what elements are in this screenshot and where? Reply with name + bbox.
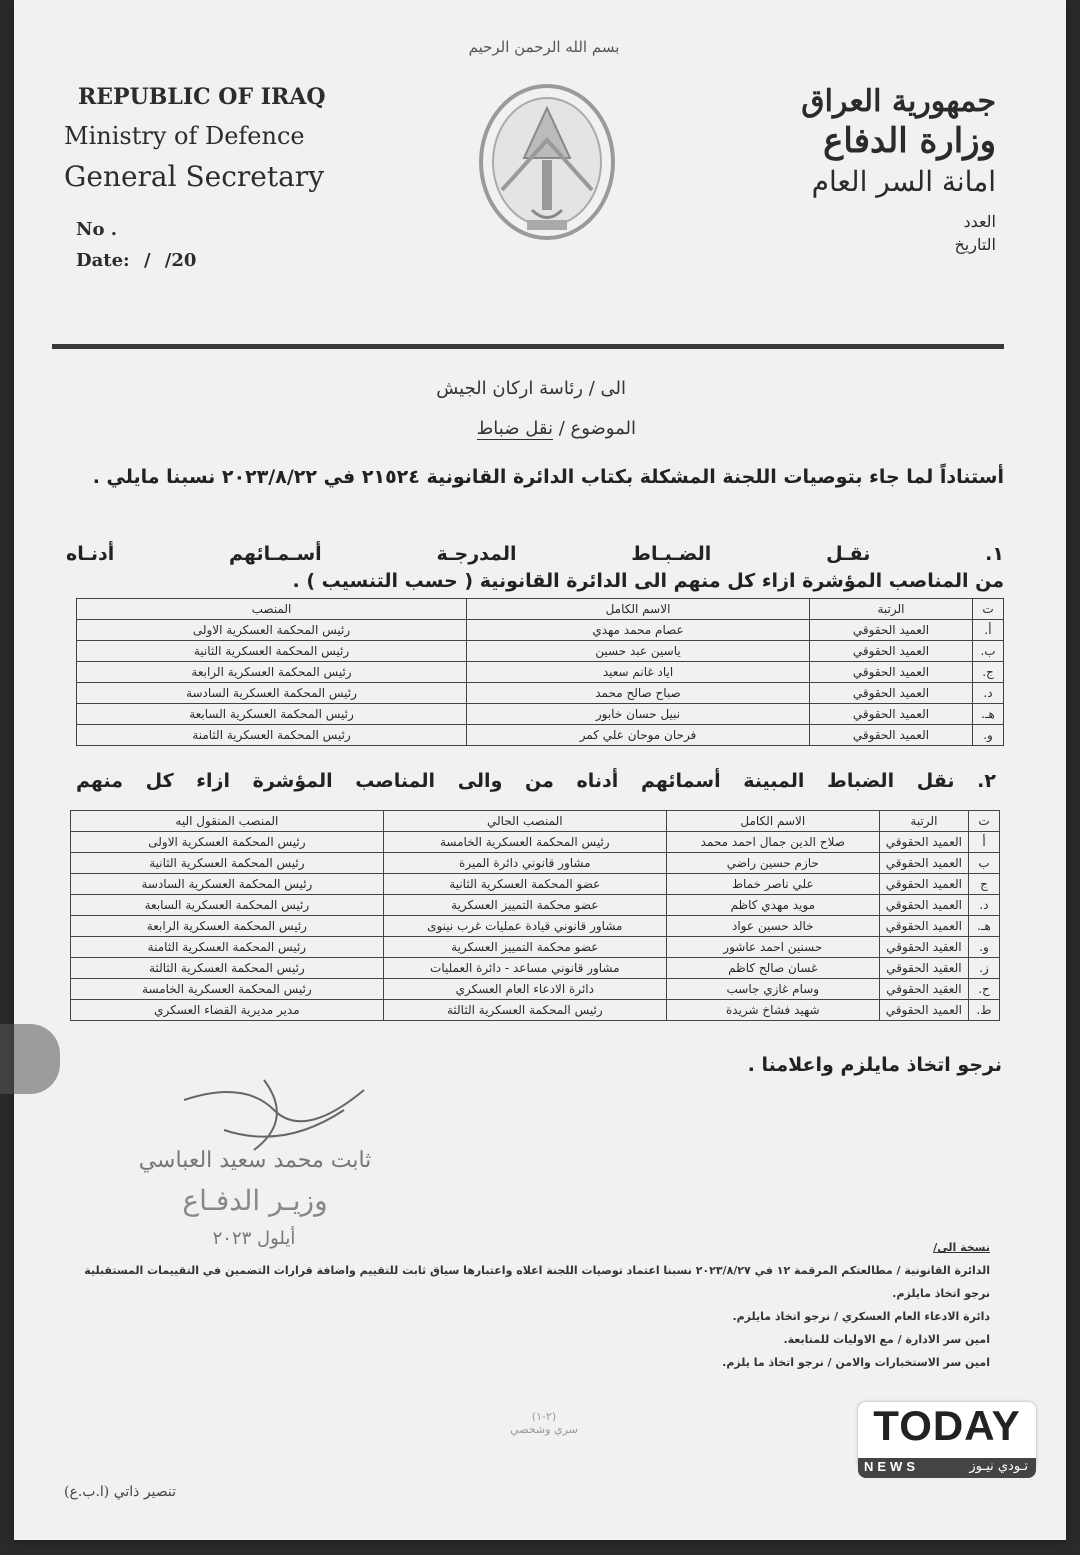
table-cell: و. (973, 725, 1004, 746)
copies-line: دائرة الادعاء العام العسكري / نرجو اتخاذ مايلزم. (732, 1310, 990, 1323)
table-cell: العميد الحقوقي (879, 832, 968, 853)
page-number: (٢-١) (531, 1410, 557, 1423)
table-cell: مشاور قانوني دائرة الميرة (383, 853, 666, 874)
header-en-date: Date: / /20 (76, 250, 197, 271)
table-cell: خالد حسين عواد (666, 916, 879, 937)
table-cell: ح. (969, 979, 1000, 1000)
subject-line (477, 418, 636, 439)
header-ar-country: جمهورية العراق (801, 84, 996, 119)
signature-date: أيلول ٢٠٢٣ (212, 1228, 296, 1249)
table-cell: فرحان موحان علي كمر (467, 725, 810, 746)
table-cell: ط. (969, 1000, 1000, 1021)
table-cell: عضو محكمة التمييز العسكرية (383, 895, 666, 916)
table-cell: العميد الحقوقي (810, 620, 973, 641)
table-cell: العميد الحقوقي (879, 895, 968, 916)
header-divider (52, 344, 1004, 349)
header-english (64, 84, 326, 271)
table-cell: العميد الحقوقي (879, 1000, 968, 1021)
table-cell: أ. (973, 620, 1004, 641)
table-row (71, 1000, 1000, 1021)
header-en-country: REPUBLIC OF IRAQ (78, 84, 326, 110)
signatory-title: وزيـر الدفـاع (182, 1184, 328, 1217)
table-header-row (71, 811, 1000, 832)
table-cell: رئيس المحكمة العسكرية الثانية (77, 641, 467, 662)
header-ar-ministry: وزارة الدفاع (823, 121, 996, 161)
logo-sub-arabic: تـودي نيـوز (969, 1459, 1028, 1474)
header-en-number: No . (76, 219, 117, 240)
table-cell: رئيس المحكمة العسكرية الرابعة (77, 662, 467, 683)
copies-line: امين سر الادارة / مع الاوليات للمتابعة. (783, 1333, 990, 1346)
table-cell: صباح صالح محمد (467, 683, 810, 704)
table-cell: العميد الحقوقي (810, 683, 973, 704)
table-cell: ج. (973, 662, 1004, 683)
table-cell: رئيس المحكمة العسكرية السادسة (77, 683, 467, 704)
table-cell: وسام غازي جاسب (666, 979, 879, 1000)
officers-table-1 (76, 598, 1004, 746)
table-cell: غسان صالح كاظم (666, 958, 879, 979)
ministry-emblem (472, 80, 622, 250)
table-cell: العميد الحقوقي (879, 874, 968, 895)
table-header: المنصب المنقول اليه (71, 811, 384, 832)
table-row (77, 662, 1004, 683)
table-cell: مشاور قانوني مساعد - دائرة العمليات (383, 958, 666, 979)
table-row (71, 916, 1000, 937)
table-cell: مويد مهدي كاظم (666, 895, 879, 916)
logo-subbar (858, 1458, 1036, 1478)
table-cell: العميد الحقوقي (810, 662, 973, 683)
signature-mark (164, 1060, 384, 1160)
table-header: ت (973, 599, 1004, 620)
table-row (77, 725, 1004, 746)
table-row (71, 874, 1000, 895)
logo-sub: NEWS (864, 1459, 919, 1474)
page-footer (484, 1410, 604, 1436)
table-row (71, 853, 1000, 874)
table-cell: ج (969, 874, 1000, 895)
table-cell: ب. (973, 641, 1004, 662)
table-cell: العميد الحقوقي (810, 725, 973, 746)
table-cell: رئيس المحكمة العسكرية الخامسة (71, 979, 384, 1000)
table-row (71, 979, 1000, 1000)
subject-label: الموضوع / (552, 418, 636, 439)
copies-line: نرجو اتخاذ مايلزم. (892, 1287, 990, 1300)
table-cell: رئيس المحكمة العسكرية الثانية (71, 853, 384, 874)
table-cell: العقيد الحقوقي (879, 979, 968, 1000)
table-cell: ز. (969, 958, 1000, 979)
table-cell: نبيل حسان خابور (467, 704, 810, 725)
closing-request: نرجو اتخاذ مايلزم واعلامنا . (747, 1054, 1002, 1076)
officers-table-2 (70, 810, 1000, 1021)
table-cell: العميد الحقوقي (879, 916, 968, 937)
table-header: ت (969, 811, 1000, 832)
intro-paragraph: أستناداً لما جاء بتوصيات اللجنة المشكلة بكتاب الدائرة القانونية ٢١٥٢٤ في ٢٠٢٣/٨/٢٢ نسبنا مايلي . (92, 466, 1004, 488)
copies-line: امين سر الاستخبارات والامن / نرجو اتخاذ ما يلزم. (722, 1356, 990, 1369)
table-cell: رئيس المحكمة العسكرية الثالثة (71, 958, 384, 979)
table-cell: د. (969, 895, 1000, 916)
table-row (77, 641, 1004, 662)
item-2-heading: ٢. نقل الضباط المبينة أسمائهم أدناه من والى المناصب المؤشرة ازاء كل منهم (76, 770, 996, 792)
table-cell: العميد الحقوقي (879, 853, 968, 874)
table-cell: عصام محمد مهدي (467, 620, 810, 641)
table-cell: ياسين عبد حسين (467, 641, 810, 662)
table-cell: العقيد الحقوقي (879, 958, 968, 979)
table-cell: رئيس المحكمة العسكرية السابعة (77, 704, 467, 725)
table-cell: العقيد الحقوقي (879, 937, 968, 958)
table-header-row (77, 599, 1004, 620)
confidential-note: سري وشخصي (510, 1423, 578, 1436)
table-cell: رئيس المحكمة العسكرية السابعة (71, 895, 384, 916)
item-1-heading: ١. نقـل الضـبـاط المدرجـة أسـمـائهم أدنـاه (66, 543, 1004, 565)
table-cell: العميد الحقوقي (810, 641, 973, 662)
table-cell: د. (973, 683, 1004, 704)
table-cell: شهيد فشاخ شريدة (666, 1000, 879, 1021)
document-page (14, 0, 1066, 1540)
table-cell: أ (969, 832, 1000, 853)
table-header: الاسم الكامل (467, 599, 810, 620)
copies-list (84, 1236, 990, 1374)
table-header: الاسم الكامل (666, 811, 879, 832)
copies-heading: نسخة الى/ (933, 1241, 990, 1254)
table-cell: رئيس المحكمة العسكرية الثامنة (71, 937, 384, 958)
table-cell: رئيس المحكمة العسكرية الثالثة (383, 1000, 666, 1021)
addressee: الى / رئاسة اركان الجيش (436, 378, 626, 399)
subject-text: نقل ضباط (476, 418, 553, 439)
table-header: الرتبة (810, 599, 973, 620)
table-cell: رئيس المحكمة العسكرية الاولى (71, 832, 384, 853)
header-en-ministry: Ministry of Defence (64, 122, 305, 150)
header-en-department: General Secretary (64, 160, 325, 193)
table-header: المنصب (77, 599, 467, 620)
table-row (77, 704, 1004, 725)
table-cell: صلاح الدين جمال احمد محمد (666, 832, 879, 853)
table-row (71, 895, 1000, 916)
table-cell: عضو المحكمة العسكرية الثانية (383, 874, 666, 895)
table-cell: رئيس المحكمة العسكرية الرابعة (71, 916, 384, 937)
table-cell: مدير مديرية القضاء العسكري (71, 1000, 384, 1021)
table-row (77, 620, 1004, 641)
table-cell: هـ. (973, 704, 1004, 725)
header-ar-number: العدد (963, 212, 996, 231)
table-cell: اياد غانم سعيد (467, 662, 810, 683)
basmala: بسم الله الرحمن الرحيم (468, 38, 620, 56)
table-cell: و. (969, 937, 1000, 958)
table-cell: رئيس المحكمة العسكرية الاولى (77, 620, 467, 641)
table-row (77, 683, 1004, 704)
table-cell: رئيس المحكمة العسكرية السادسة (71, 874, 384, 895)
table-cell: رئيس المحكمة العسكرية الخامسة (383, 832, 666, 853)
table-cell: رئيس المحكمة العسكرية الثامنة (77, 725, 467, 746)
table-cell: حازم حسين راضي (666, 853, 879, 874)
table-cell: عضو محكمة التمييز العسكرية (383, 937, 666, 958)
table-cell: دائرة الادعاء العام العسكري (383, 979, 666, 1000)
table-header: الرتبة (879, 811, 968, 832)
table-cell: مشاور قانوني قيادة عمليات غرب نينوى (383, 916, 666, 937)
table-row (71, 958, 1000, 979)
initials-note: تنصير ذاتي (ا.ب.ع) (64, 1484, 177, 1500)
table-cell: العميد الحقوقي (810, 704, 973, 725)
header-arabic (801, 84, 996, 254)
table-row (71, 832, 1000, 853)
copies-line: الدائرة القانونية / مطالعتكم المرقمة ١٢ في ٢٠٢٣/٨/٢٧ نسبنا اعتماد توصيات اللجنة اعلاه واعتبارها سياق ثابت للتقييم واضافة قرارات التضمين في التقييمات المستقبلية (84, 1264, 990, 1277)
table-row (71, 937, 1000, 958)
header-ar-date: التاريخ (954, 235, 996, 254)
table-cell: هـ. (969, 916, 1000, 937)
logo-brand: TODAY (873, 1402, 1021, 1449)
header-ar-department: امانة السر العام (811, 165, 996, 198)
thumb-shadow (0, 1024, 60, 1094)
table-header: المنصب الحالي (383, 811, 666, 832)
item-1-continuation: من المناصب المؤشرة ازاء كل منهم الى الدائرة القانونية ( حسب التنسيب ) . (292, 570, 1004, 592)
table-cell: ب (969, 853, 1000, 874)
table-cell: حسنين احمد عاشور (666, 937, 879, 958)
signatory-name: ثابت محمد سعيد العباسي (138, 1148, 372, 1173)
table-cell: علي ناصر خماط (666, 874, 879, 895)
